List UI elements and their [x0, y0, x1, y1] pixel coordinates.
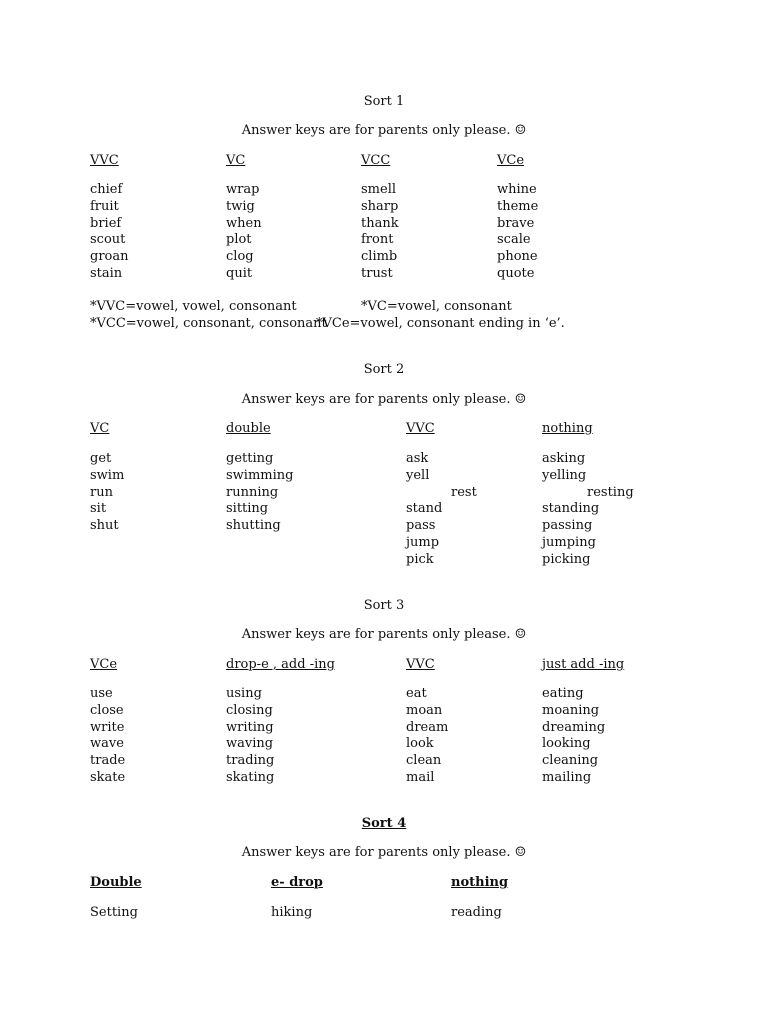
word: dream: [406, 719, 449, 735]
sort3-column-1: [90, 686, 125, 787]
sort3-note: Answer keys are for parents only please. ☺: [241, 627, 527, 642]
word: stain: [90, 265, 123, 281]
word: stand: [406, 501, 443, 517]
word: trade: [90, 753, 126, 769]
word: wrap: [226, 182, 260, 197]
word: scale: [497, 232, 531, 248]
word: theme: [497, 198, 539, 214]
word: moan: [406, 702, 443, 718]
legend-vvc: *VVC=vowel, vowel, consonant: [90, 299, 297, 314]
word: close: [90, 702, 124, 718]
word: quote: [497, 265, 535, 281]
word: run: [90, 484, 113, 500]
sort2-column-1: [90, 451, 124, 535]
word: waving: [226, 736, 274, 752]
sort1-column-2: [226, 182, 262, 283]
sort2-title: Sort 2: [363, 362, 405, 377]
sort3-column-2: [226, 686, 274, 787]
sort4-word-1: Setting: [90, 905, 138, 920]
word: pick: [406, 551, 434, 567]
legend-vcc: *VCC=vowel, consonant, consonant: [90, 316, 327, 331]
word: clog: [226, 249, 254, 265]
word: jumping: [542, 534, 596, 550]
word: picking: [542, 551, 591, 567]
sort4-header-3: nothing: [451, 875, 509, 890]
word: swim: [90, 467, 125, 483]
word: yell: [406, 467, 430, 483]
word: wave: [90, 736, 124, 752]
word: write: [90, 719, 125, 735]
sort2-column-3: [406, 451, 442, 569]
sort1-header-1: VVC: [90, 153, 119, 168]
word: groan: [90, 249, 129, 265]
word: look: [406, 736, 434, 752]
word: twig: [226, 198, 255, 214]
word: climb: [361, 249, 398, 265]
word: brave: [497, 215, 535, 231]
word: shut: [90, 518, 119, 534]
sort4-header-1: Double: [90, 875, 142, 890]
word: [406, 485, 442, 502]
word: using: [226, 686, 262, 701]
word: trust: [361, 265, 393, 281]
word: chief: [90, 182, 123, 197]
word: swimming: [226, 467, 294, 483]
word: scout: [90, 232, 126, 248]
sort1-header-4: VCe: [497, 153, 525, 168]
word: sitting: [226, 501, 269, 517]
word: writing: [226, 719, 274, 735]
sort4-title: Sort 4: [361, 816, 407, 831]
word: dreaming: [542, 719, 606, 735]
word: smell: [361, 182, 397, 197]
sort4-word-2: hiking: [271, 905, 313, 920]
word: quit: [226, 265, 253, 281]
word: use: [90, 686, 113, 701]
word: when: [226, 215, 262, 231]
word: eat: [406, 686, 427, 701]
word: eating: [542, 686, 584, 701]
sort2-header-2: double: [226, 421, 271, 436]
word: moaning: [542, 702, 600, 718]
sort1-note: Answer keys are for parents only please. ☺: [241, 123, 527, 138]
sort3-header-1: VCe: [90, 657, 118, 672]
sort3-column-3: [406, 686, 448, 787]
word: clean: [406, 753, 442, 769]
word: plot: [226, 232, 252, 248]
legend-vce: *VCe=vowel, consonant ending in ‘e’.: [316, 316, 565, 331]
sort1-header-3: VCC: [361, 153, 391, 168]
sort1-header-2: VC: [226, 153, 246, 168]
word: cleaning: [542, 753, 599, 769]
word: asking: [542, 451, 586, 466]
offset-word-resting: resting: [587, 485, 634, 500]
word: mail: [406, 769, 435, 785]
word: front: [361, 232, 394, 248]
offset-word-rest: rest: [451, 485, 477, 500]
word: brief: [90, 215, 122, 231]
word: yelling: [542, 467, 587, 483]
word: pass: [406, 518, 436, 534]
word: jump: [406, 534, 440, 550]
word: running: [226, 484, 279, 500]
word: skate: [90, 769, 126, 785]
sort1-title: Sort 1: [363, 94, 405, 109]
word: passing: [542, 518, 593, 534]
word: fruit: [90, 198, 119, 214]
word: sharp: [361, 198, 399, 214]
word: getting: [226, 451, 274, 466]
sort2-note: Answer keys are for parents only please. ☺: [241, 392, 527, 407]
sort1-column-1: [90, 182, 129, 283]
legend-vc: *VC=vowel, consonant: [361, 299, 512, 314]
word: get: [90, 451, 112, 466]
word: phone: [497, 249, 538, 265]
sort3-title: Sort 3: [363, 598, 405, 613]
word: ask: [406, 451, 429, 466]
word: whine: [497, 182, 537, 197]
sort4-word-3: reading: [451, 905, 502, 920]
word: skating: [226, 769, 275, 785]
sort2-header-3: VVC: [406, 421, 435, 436]
sort3-header-3: VVC: [406, 657, 435, 672]
word: sit: [90, 501, 107, 517]
sort2-header-4: nothing: [542, 421, 593, 436]
sort1-column-4: [497, 182, 538, 283]
sort4-header-2: e- drop: [271, 875, 323, 890]
sort3-header-4: just add -ing: [542, 657, 625, 672]
word: closing: [226, 702, 273, 718]
sort2-column-4: [542, 451, 599, 569]
word: shutting: [226, 518, 281, 534]
sort3-column-4: [542, 686, 605, 787]
word: standing: [542, 501, 600, 517]
sort3-header-2: drop-e , add -ing: [226, 657, 335, 672]
word: looking: [542, 736, 591, 752]
word: thank: [361, 215, 399, 231]
sort1-column-3: [361, 182, 399, 283]
sort2-column-2: [226, 451, 293, 535]
sort4-note: Answer keys are for parents only please. ☺: [241, 845, 527, 860]
word: trading: [226, 753, 275, 769]
sort2-header-1: VC: [90, 421, 110, 436]
word: mailing: [542, 769, 592, 785]
